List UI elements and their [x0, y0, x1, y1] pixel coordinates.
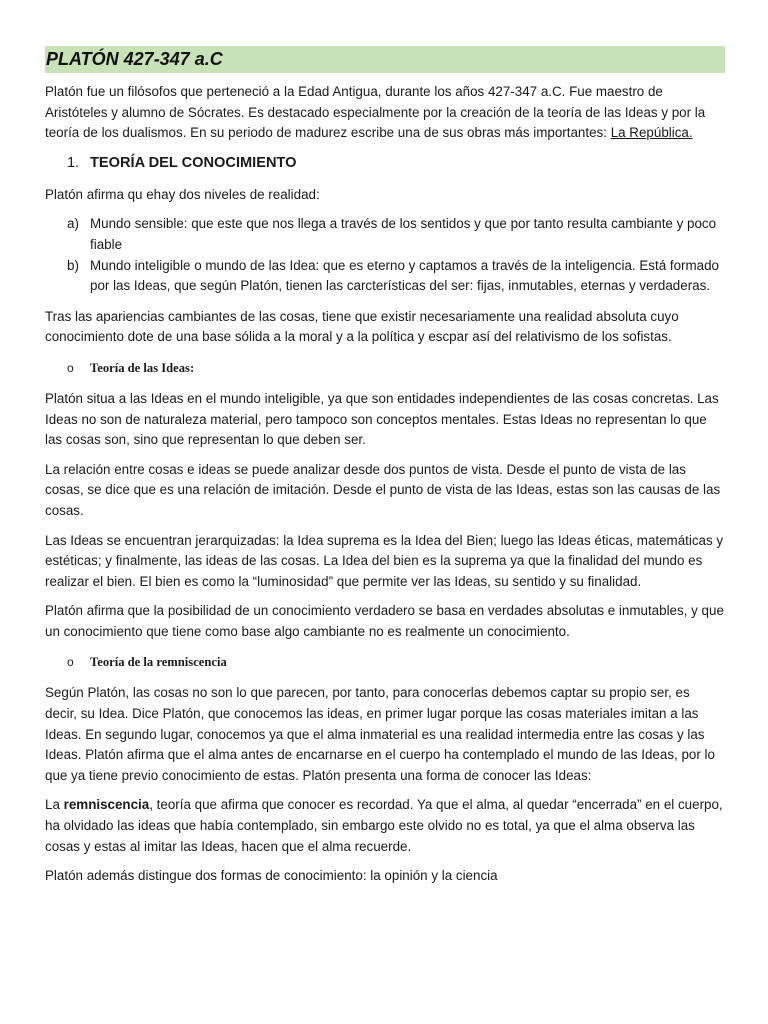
- section-title: TEORÍA DEL CONOCIMIENTO: [90, 154, 297, 171]
- closing-paragraph: Platón además distingue dos formas de conocimiento: la opinión y la ciencia: [45, 868, 498, 884]
- list-marker: a): [67, 216, 79, 232]
- section-number: 1.: [67, 154, 80, 171]
- ideas-paragraph: La relación entre cosas e ideas se puede analizar desde dos puntos de vista. Desde el punto de vista de las cosas, se dice que es una relación de imitación. Desde el punto de vista de las Ideas, estas son las causas de las cosas.: [45, 461, 721, 518]
- reminiscence-definition: [45, 795, 725, 857]
- ideas-paragraph: Las Ideas se encuentran jerarquizadas: la Idea suprema es la Idea del Bien; luego las Ideas éticas, matemáticas y estéticas; y finalmente, las ideas de las cosas. La Idea del bien es la suprema ya que la finalidad del mundo es realizar el bien. El bien es como la “luminosidad” que permite ver las Ideas, su sentido y su finalidad.: [45, 532, 724, 589]
- definition-prefix: La: [45, 797, 64, 813]
- definition-term: remniscencia: [63, 797, 150, 813]
- republic-link[interactable]: La República.: [610, 125, 693, 141]
- ideas-paragraph: Platón afirma que la posibilidad de un conocimiento verdadero se basa en verdades absolutas e inmutables, y que un conocimiento que tiene como base algo cambiante no es realmente un conocimiento.: [45, 603, 724, 639]
- intro-text: Platón fue un filósofos que perteneció a la Edad Antigua, durante los años 427-347 a.C. Fue maestro de Aristóteles y alumno de Sócrates. Es destacado especialmente por la creación de la teoría de las Ideas y por la teoría de los dualismos. En su periodo de madurez escribe una de sus obras más importantes:: [45, 84, 706, 141]
- title-banner: [45, 46, 725, 73]
- subheading-ideas: [45, 359, 725, 377]
- subheading-reminiscence: [45, 653, 725, 671]
- circle-bullet-icon: o: [67, 360, 74, 375]
- section-heading-knowledge: [45, 153, 725, 173]
- levels-lead: Platón afirma qu ehay dos niveles de realidad:: [45, 186, 320, 202]
- reality-levels-list: [45, 214, 725, 296]
- subheading-title: Teoría de las Ideas:: [90, 360, 195, 375]
- circle-bullet-icon: o: [67, 655, 74, 670]
- intro-paragraph: [45, 82, 725, 144]
- subheading-title: Teoría de la remniscencia: [90, 655, 227, 670]
- ideas-paragraph: Platón situa a las Ideas en el mundo inteligible, ya que son entidades independientes de las cosas concretas. Las Ideas no son de naturaleza material, pero tampoco son conceptos mentales. Estas Ideas no representan lo que las cosas son, sino que representan lo que deben ser.: [45, 390, 719, 448]
- document-page: [45, 46, 725, 896]
- list-marker: b): [67, 257, 79, 273]
- page-title: PLATÓN 427-347 a.C: [46, 49, 223, 69]
- list-item: [45, 214, 725, 255]
- list-item-text: Mundo inteligible o mundo de las Idea: que es eterno y captamos a través de la inteligencia. Está formado por las Ideas, que según Platón, tienen las carcterísticas del ser: fijas, inmutables, eternas y verdaderas.: [90, 257, 719, 294]
- list-item-text: Mundo sensible: que este que nos llega a través de los sentidos y que por tanto resulta cambiante y poco fiable: [90, 216, 717, 252]
- after-list-paragraph: Tras las apariencias cambiantes de las cosas, tiene que existir necesariamente una realidad absoluta cuyo conocimiento dote de una base sólida a la moral y a la política y escpar así del relativismo de los sofistas.: [45, 308, 679, 345]
- reminiscence-paragraph: Según Platón, las cosas no son lo que parecen, por tanto, para conocerlas debemos captar su propio ser, es decir, su Idea. Dice Platón, que conocemos las ideas, en primer lugar porque las cosas materiales imitan a las Ideas. En segundo lugar, conocemos ya que el alma inmaterial es una realidad intermedia entre las cosas y las Ideas. Platón afirma que el alma antes de encarnarse en el cuerpo ha contemplado el mundo de las Ideas, por lo que ya tiene previo conocimiento de estas. Platón presenta una forma de conocer las Ideas:: [45, 685, 715, 783]
- definition-rest: , teoría que afirma que conocer es recordad. Ya que el alma, al quedar “encerrada” en el cuerpo, ha olvidado las ideas que había contemplado, sin embargo este olvido no es total, ya que el alma observa las cosas y estas al imitar las Ideas, hacen que el alma recuerde.: [45, 797, 723, 854]
- list-item: [45, 256, 725, 297]
